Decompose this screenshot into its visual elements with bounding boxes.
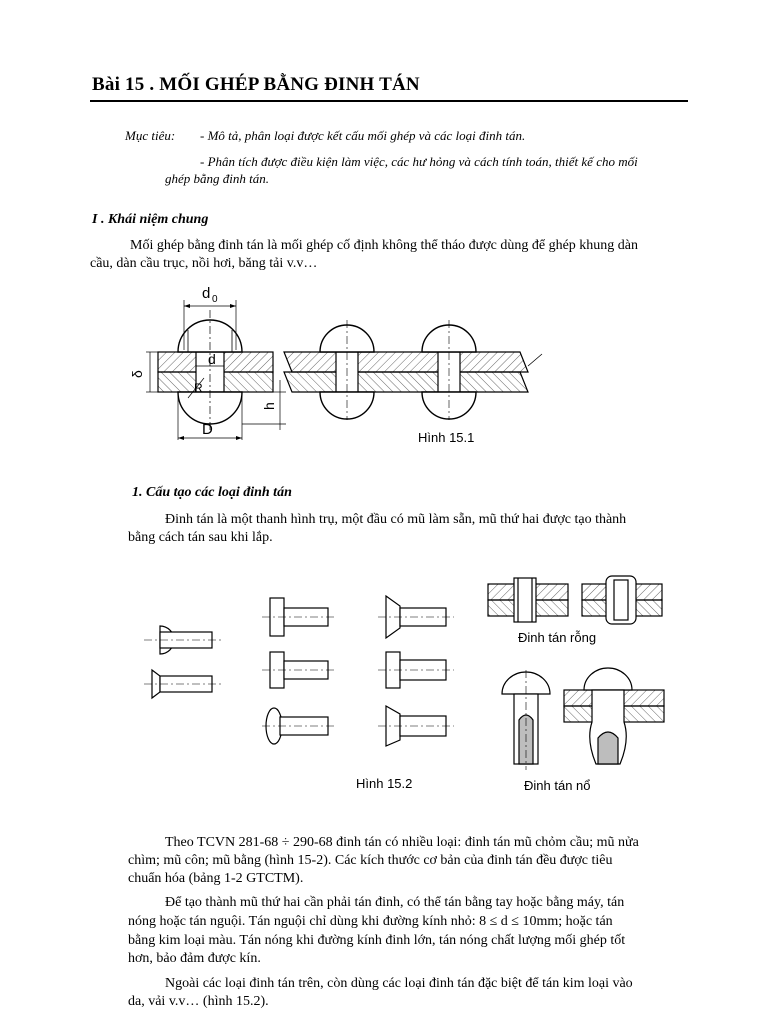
figure-15-2-caption: Hình 15.2: [356, 776, 413, 791]
label-delta: δ: [129, 370, 145, 378]
rivet-tubular: [378, 706, 454, 746]
rivet-para-line1: Đinh tán là một thanh hình trụ, một đầu có mũ làm sẵn, mũ thứ hai được tạo thành: [165, 512, 627, 527]
rivet-para-line2: bằng cách tán sau khi lắp.: [128, 530, 273, 545]
label-d0-sub: 0: [212, 294, 218, 305]
rivet-joint-detail: [146, 300, 286, 440]
lesson-title: Bài 15 . MỐI GHÉP BẰNG ĐINH TÁN: [92, 74, 420, 95]
rivet-round-head: [144, 626, 222, 654]
rivet-countersunk: [144, 670, 222, 698]
figure-15-2: [130, 570, 690, 800]
title-underline: [90, 100, 688, 102]
label-d0: d: [202, 285, 211, 302]
explosive-rivet-label: Đinh tán nổ: [524, 778, 591, 793]
rivet-flat-head-2: [262, 652, 336, 688]
para2-line1: Để tạo thành mũ thứ hai cần phải tán đinh, có thể tán bằng tay hoặc bằng máy, tán: [165, 895, 625, 910]
para3-line1: Ngoài các loại đinh tán trên, còn dùng các loại đinh tán đặc biệt để tán kim loại vào: [165, 976, 633, 991]
objectives-label: Mục tiêu:: [125, 128, 176, 143]
label-h: h: [261, 402, 277, 410]
rivet-flat-head-1: [262, 598, 336, 636]
para2-line2: nóng hoặc tán nguội. Tán nguội chỉ dùng khi đường kính nhỏ: 8 ≤ d ≤ 10mm; hoặc tán: [128, 914, 613, 929]
rivet-oval-head: [262, 708, 336, 744]
label-d: d: [208, 351, 216, 367]
para2-line3: bằng kim loại màu. Tán nóng khi đường kính đinh lớn, tán nóng chất lượng mối ghép tốt: [128, 933, 626, 948]
para3-line2: da, vải v.v… (hình 15.2).: [128, 994, 269, 1009]
figure-15-1-caption: Hình 15.1: [418, 430, 475, 445]
figure-15-1: [128, 280, 558, 450]
rivet-cone-head: [378, 596, 454, 638]
para2-line4: hơn, bảo đảm được kín.: [128, 951, 261, 966]
subsection-heading: 1. Cấu tạo các loại đinh tán: [132, 485, 292, 500]
explosive-rivet: [502, 668, 664, 770]
para1-line1: Theo TCVN 281-68 ÷ 290-68 đinh tán có nhiều loại: đinh tán mũ chỏm cầu; mũ nửa: [165, 835, 639, 850]
objective-2-line2: ghép bằng đinh tán.: [165, 171, 269, 186]
label-D: D: [202, 421, 213, 438]
hollow-rivet-joint: [488, 576, 662, 624]
hollow-rivet-label: Đinh tán rỗng: [518, 630, 597, 645]
objective-2-line1: - Phân tích được điều kiện làm việc, các hư hỏng và cách tính toán, thiết kế cho mối: [200, 154, 638, 169]
rivet-joint-view: [284, 320, 542, 420]
label-R: R: [194, 381, 203, 395]
intro-para-line2: cầu, dàn cầu trục, nồi hơi, băng tải v.v…: [90, 256, 318, 271]
para1-line2: chìm; mũ côn; mũ bằng (hình 15-2). Các kích thước cơ bản của đinh tán đều được tiêu: [128, 853, 613, 868]
intro-para-line1: Mối ghép bằng đinh tán là mối ghép cố định không thể tháo được dùng để ghép khung dàn: [130, 238, 639, 253]
para1-line3: chuẩn hóa (bảng 1-2 GTCTM).: [128, 871, 304, 886]
objective-1: - Mô tả, phân loại được kết cấu mối ghép và các loại đinh tán.: [200, 128, 526, 143]
rivet-stepped-head: [378, 652, 454, 688]
section-heading: I . Khái niệm chung: [92, 212, 209, 227]
